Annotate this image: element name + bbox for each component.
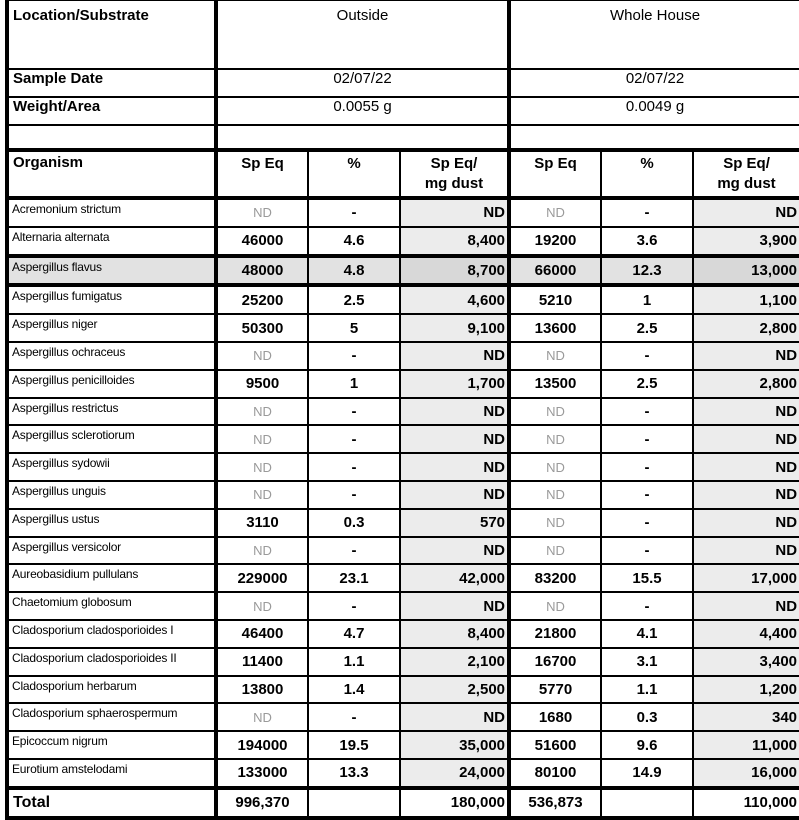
outside-percent: 1.4 [308,676,400,704]
outside-density: 8,700 [400,256,509,286]
table-row [7,537,799,565]
house-sp-eq: 1680 [509,703,601,731]
outside-density: 1,700 [400,370,509,398]
organism-name: Epicoccum nigrum [7,731,216,759]
outside-sp-eq: 13800 [216,676,308,704]
header-outside-sp-eq: Sp Eq [216,150,308,198]
outside-percent: - [308,453,400,481]
house-sp-eq: 5210 [509,285,601,314]
house-density: 3,900 [693,227,799,256]
outside-density: ND [400,703,509,731]
outside-sp-eq: 3110 [216,509,308,537]
outside-percent: 5 [308,314,400,342]
house-percent: - [601,425,693,453]
organism-name: Cladosporium herbarum [7,676,216,704]
spacer-cell [7,125,216,150]
table-row [7,592,799,620]
outside-density: 8,400 [400,227,509,256]
outside-density: 2,100 [400,648,509,676]
house-density: ND [693,481,799,509]
house-percent: - [601,342,693,370]
house-percent: 4.1 [601,620,693,648]
outside-sp-eq: ND [216,342,308,370]
weight-label: Weight/Area [7,97,216,125]
weight-whole-house: 0.0049 g [509,97,799,125]
density-line2: mg dust [424,175,484,192]
outside-sp-eq: 11400 [216,648,308,676]
house-density: 16,000 [693,759,799,788]
column-header-row [7,150,799,198]
sample-date-outside: 02/07/22 [216,69,509,97]
house-sp-eq: ND [509,398,601,426]
table-row [7,620,799,648]
house-sp-eq: ND [509,342,601,370]
outside-density: 24,000 [400,759,509,788]
outside-density: ND [400,453,509,481]
outside-sp-eq: ND [216,537,308,565]
table-row [7,648,799,676]
house-percent: 3.1 [601,648,693,676]
organism-name: Aspergillus unguis [7,481,216,509]
table-row [7,564,799,592]
organism-name: Eurotium amstelodami [7,759,216,788]
house-density: 2,800 [693,314,799,342]
outside-percent: - [308,703,400,731]
outside-density: 4,600 [400,285,509,314]
organism-name: Aspergillus versicolor [7,537,216,565]
outside-percent: 4.8 [308,256,400,286]
outside-sp-eq: 50300 [216,314,308,342]
total-row [7,788,799,818]
house-density: 1,200 [693,676,799,704]
sample-date-whole-house: 02/07/22 [509,69,799,97]
weight-outside: 0.0055 g [216,97,509,125]
house-density: ND [693,509,799,537]
organism-name: Aspergillus ochraceus [7,342,216,370]
outside-density: ND [400,425,509,453]
total-label: Total [7,788,216,818]
house-sp-eq: ND [509,592,601,620]
house-sp-eq: 83200 [509,564,601,592]
mold-results-sheet [5,0,799,820]
spacer-cell [216,125,509,150]
organism-name: Aspergillus penicilloides [7,370,216,398]
sample-date-label: Sample Date [7,69,216,97]
table-row [7,342,799,370]
house-density: ND [693,425,799,453]
table-row [7,285,799,314]
outside-percent: 4.6 [308,227,400,256]
header-outside-density [400,150,509,198]
weight-row [7,97,799,125]
table-row [7,314,799,342]
spacer-row [7,125,799,150]
density-line1: Sp Eq/ [430,155,478,172]
house-sp-eq: ND [509,198,601,227]
house-sp-eq: ND [509,537,601,565]
house-percent: 1.1 [601,676,693,704]
organism-name: Aspergillus fumigatus [7,285,216,314]
total-house-percent [601,788,693,818]
house-density: 3,400 [693,648,799,676]
table-row [7,198,799,227]
house-percent: 2.5 [601,370,693,398]
table-row [7,481,799,509]
header-house-density [693,150,799,198]
table-row [7,227,799,256]
outside-density: ND [400,537,509,565]
outside-sp-eq: 46000 [216,227,308,256]
house-sp-eq: 51600 [509,731,601,759]
house-sp-eq: 13500 [509,370,601,398]
house-percent: - [601,592,693,620]
house-density: ND [693,537,799,565]
outside-sp-eq: ND [216,198,308,227]
organism-name: Aspergillus restrictus [7,398,216,426]
house-sp-eq: 66000 [509,256,601,286]
house-density: 13,000 [693,256,799,286]
outside-sp-eq: 9500 [216,370,308,398]
organism-name: Cladosporium cladosporioides I [7,620,216,648]
table-row [7,398,799,426]
house-percent: 0.3 [601,703,693,731]
house-density: ND [693,198,799,227]
density-line1: Sp Eq/ [723,155,770,172]
outside-percent: - [308,592,400,620]
organism-name: Aspergillus flavus [7,256,216,286]
outside-sp-eq: 48000 [216,256,308,286]
house-percent: - [601,198,693,227]
house-density: 340 [693,703,799,731]
house-density: 17,000 [693,564,799,592]
results-table [5,0,799,820]
density-line2: mg dust [717,175,776,192]
house-sp-eq: 5770 [509,676,601,704]
house-percent: 14.9 [601,759,693,788]
outside-percent: - [308,425,400,453]
total-outside-density: 180,000 [400,788,509,818]
outside-sp-eq: ND [216,481,308,509]
outside-density: 9,100 [400,314,509,342]
spacer-cell [509,125,799,150]
location-row [7,0,799,69]
house-sp-eq: 80100 [509,759,601,788]
house-percent: 2.5 [601,314,693,342]
outside-sp-eq: 25200 [216,285,308,314]
outside-sp-eq: ND [216,592,308,620]
outside-density: ND [400,398,509,426]
house-percent: - [601,398,693,426]
table-row [7,370,799,398]
organism-name: Aureobasidium pullulans [7,564,216,592]
outside-sp-eq: ND [216,453,308,481]
table-row [7,731,799,759]
outside-percent: 4.7 [308,620,400,648]
organism-name: Cladosporium sphaerospermum [7,703,216,731]
location-outside: Outside [216,0,509,69]
table-row [7,703,799,731]
table-row [7,453,799,481]
header-house-pct: % [601,150,693,198]
house-percent: - [601,481,693,509]
outside-density: 570 [400,509,509,537]
house-density: ND [693,342,799,370]
outside-percent: 0.3 [308,509,400,537]
house-sp-eq: 13600 [509,314,601,342]
outside-percent: 13.3 [308,759,400,788]
house-percent: 15.5 [601,564,693,592]
house-sp-eq: ND [509,425,601,453]
organism-name: Aspergillus ustus [7,509,216,537]
outside-density: 8,400 [400,620,509,648]
total-outside-sp-eq: 996,370 [216,788,308,818]
house-density: ND [693,592,799,620]
outside-percent: - [308,398,400,426]
total-house-sp-eq: 536,873 [509,788,601,818]
outside-percent: - [308,198,400,227]
table-row [7,509,799,537]
outside-density: 2,500 [400,676,509,704]
house-percent: 9.6 [601,731,693,759]
organism-name: Aspergillus niger [7,314,216,342]
house-density: 4,400 [693,620,799,648]
outside-density: ND [400,592,509,620]
outside-sp-eq: ND [216,425,308,453]
organism-name: Aspergillus sclerotiorum [7,425,216,453]
outside-sp-eq: 46400 [216,620,308,648]
outside-percent: - [308,481,400,509]
organism-name: Chaetomium globosum [7,592,216,620]
total-house-density: 110,000 [693,788,799,818]
outside-density: 42,000 [400,564,509,592]
house-density: 11,000 [693,731,799,759]
total-outside-percent [308,788,400,818]
sample-date-row [7,69,799,97]
house-percent: 1 [601,285,693,314]
outside-percent: 1 [308,370,400,398]
table-row [7,759,799,788]
organism-name: Cladosporium cladosporioides II [7,648,216,676]
table-row [7,425,799,453]
outside-density: ND [400,342,509,370]
outside-percent: 23.1 [308,564,400,592]
outside-percent: 2.5 [308,285,400,314]
house-density: 1,100 [693,285,799,314]
table-row [7,676,799,704]
location-label: Location/Substrate [7,0,216,69]
house-percent: 3.6 [601,227,693,256]
outside-sp-eq: 194000 [216,731,308,759]
organism-name: Acremonium strictum [7,198,216,227]
house-sp-eq: 19200 [509,227,601,256]
outside-density: 35,000 [400,731,509,759]
house-percent: - [601,509,693,537]
house-percent: 12.3 [601,256,693,286]
header-outside-pct: % [308,150,400,198]
house-sp-eq: 21800 [509,620,601,648]
outside-sp-eq: ND [216,703,308,731]
header-house-sp-eq: Sp Eq [509,150,601,198]
outside-percent: - [308,537,400,565]
outside-sp-eq: 229000 [216,564,308,592]
house-density: 2,800 [693,370,799,398]
outside-percent: 1.1 [308,648,400,676]
outside-percent: - [308,342,400,370]
outside-density: ND [400,198,509,227]
house-sp-eq: ND [509,509,601,537]
outside-percent: 19.5 [308,731,400,759]
outside-sp-eq: ND [216,398,308,426]
house-percent: - [601,537,693,565]
house-percent: - [601,453,693,481]
table-row [7,256,799,286]
organism-name: Aspergillus sydowii [7,453,216,481]
house-density: ND [693,398,799,426]
house-sp-eq: ND [509,481,601,509]
house-sp-eq: ND [509,453,601,481]
outside-sp-eq: 133000 [216,759,308,788]
organism-name: Alternaria alternata [7,227,216,256]
house-density: ND [693,453,799,481]
location-whole-house: Whole House [509,0,799,69]
header-organism: Organism [7,150,216,198]
outside-density: ND [400,481,509,509]
house-sp-eq: 16700 [509,648,601,676]
